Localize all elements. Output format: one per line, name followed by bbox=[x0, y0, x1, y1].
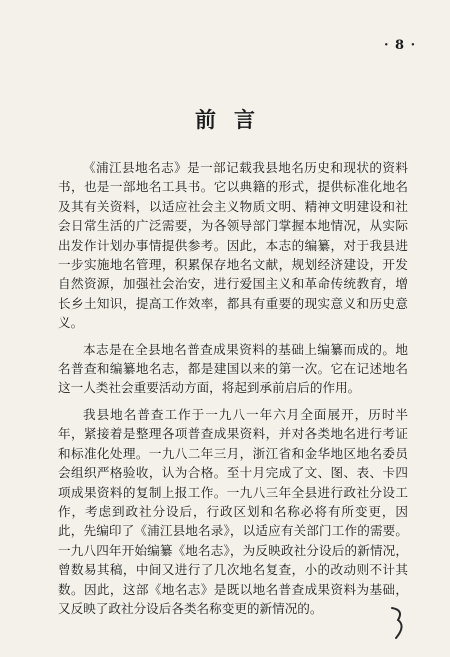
page-title: 前言 bbox=[195, 107, 273, 132]
body-text bbox=[58, 158, 408, 625]
paragraph: 本志是在全县地名普查成果资料的基础上编纂而成的。地名普查和编纂地名志，都是建国以来的第一次。它在记述地名这一人类社会重要活动方面，将起到承前启后的作用。 bbox=[58, 341, 408, 396]
paragraph: 《浦江县地名志》是一部记载我县地名历史和现状的资料书，也是一部地名工具书。它以典籍的形式，提供标准化地名及其有关资料，以适应社会主义物质文明、精神文明建设和社会日常生活的广泛需要，为各领导部门掌握本地情况，从实际出发作计划办事情提供参考。因此，本志的编纂，对于我县进一步实施地名管理，积累保存地名文献，规划经济建设，开发自然资源，加强社会治安，进行爱国主义和革命传统教育，增长乡土知识，提高工作效率，都具有重要的现实意义和历史意义。 bbox=[58, 160, 408, 331]
page-number: · 8 · bbox=[384, 38, 417, 53]
handwritten-mark-icon bbox=[388, 604, 408, 644]
paragraph: 我县地名普查工作于一九八一年六月全面展开，历时半年，紧接着是整理各项普查成果资料，并对各类地名进行考证和标准化处理。一九八二年三月，浙江省和金华地区地名委员会组织严格验收，认为合格。至十月完成了文、图、表、卡四项成果资料的复制上报工作。一九八三年全县进行政社分设工作，考虑到政社分设后，行政区划和名称必将有所变更，因此，先编印了《浦江县地名录》，以适应有关部门工作的需要。一九八四年开始编纂《地名志》，为反映政社分设后的新情况，曾数易其稿，中间又进行了几次地名复查，小的改动则不计其数。因此，这部《地名志》是既以地名普查成果资料为基础，又反映了政社分设后各类名称变更的新情况的。 bbox=[58, 406, 408, 616]
